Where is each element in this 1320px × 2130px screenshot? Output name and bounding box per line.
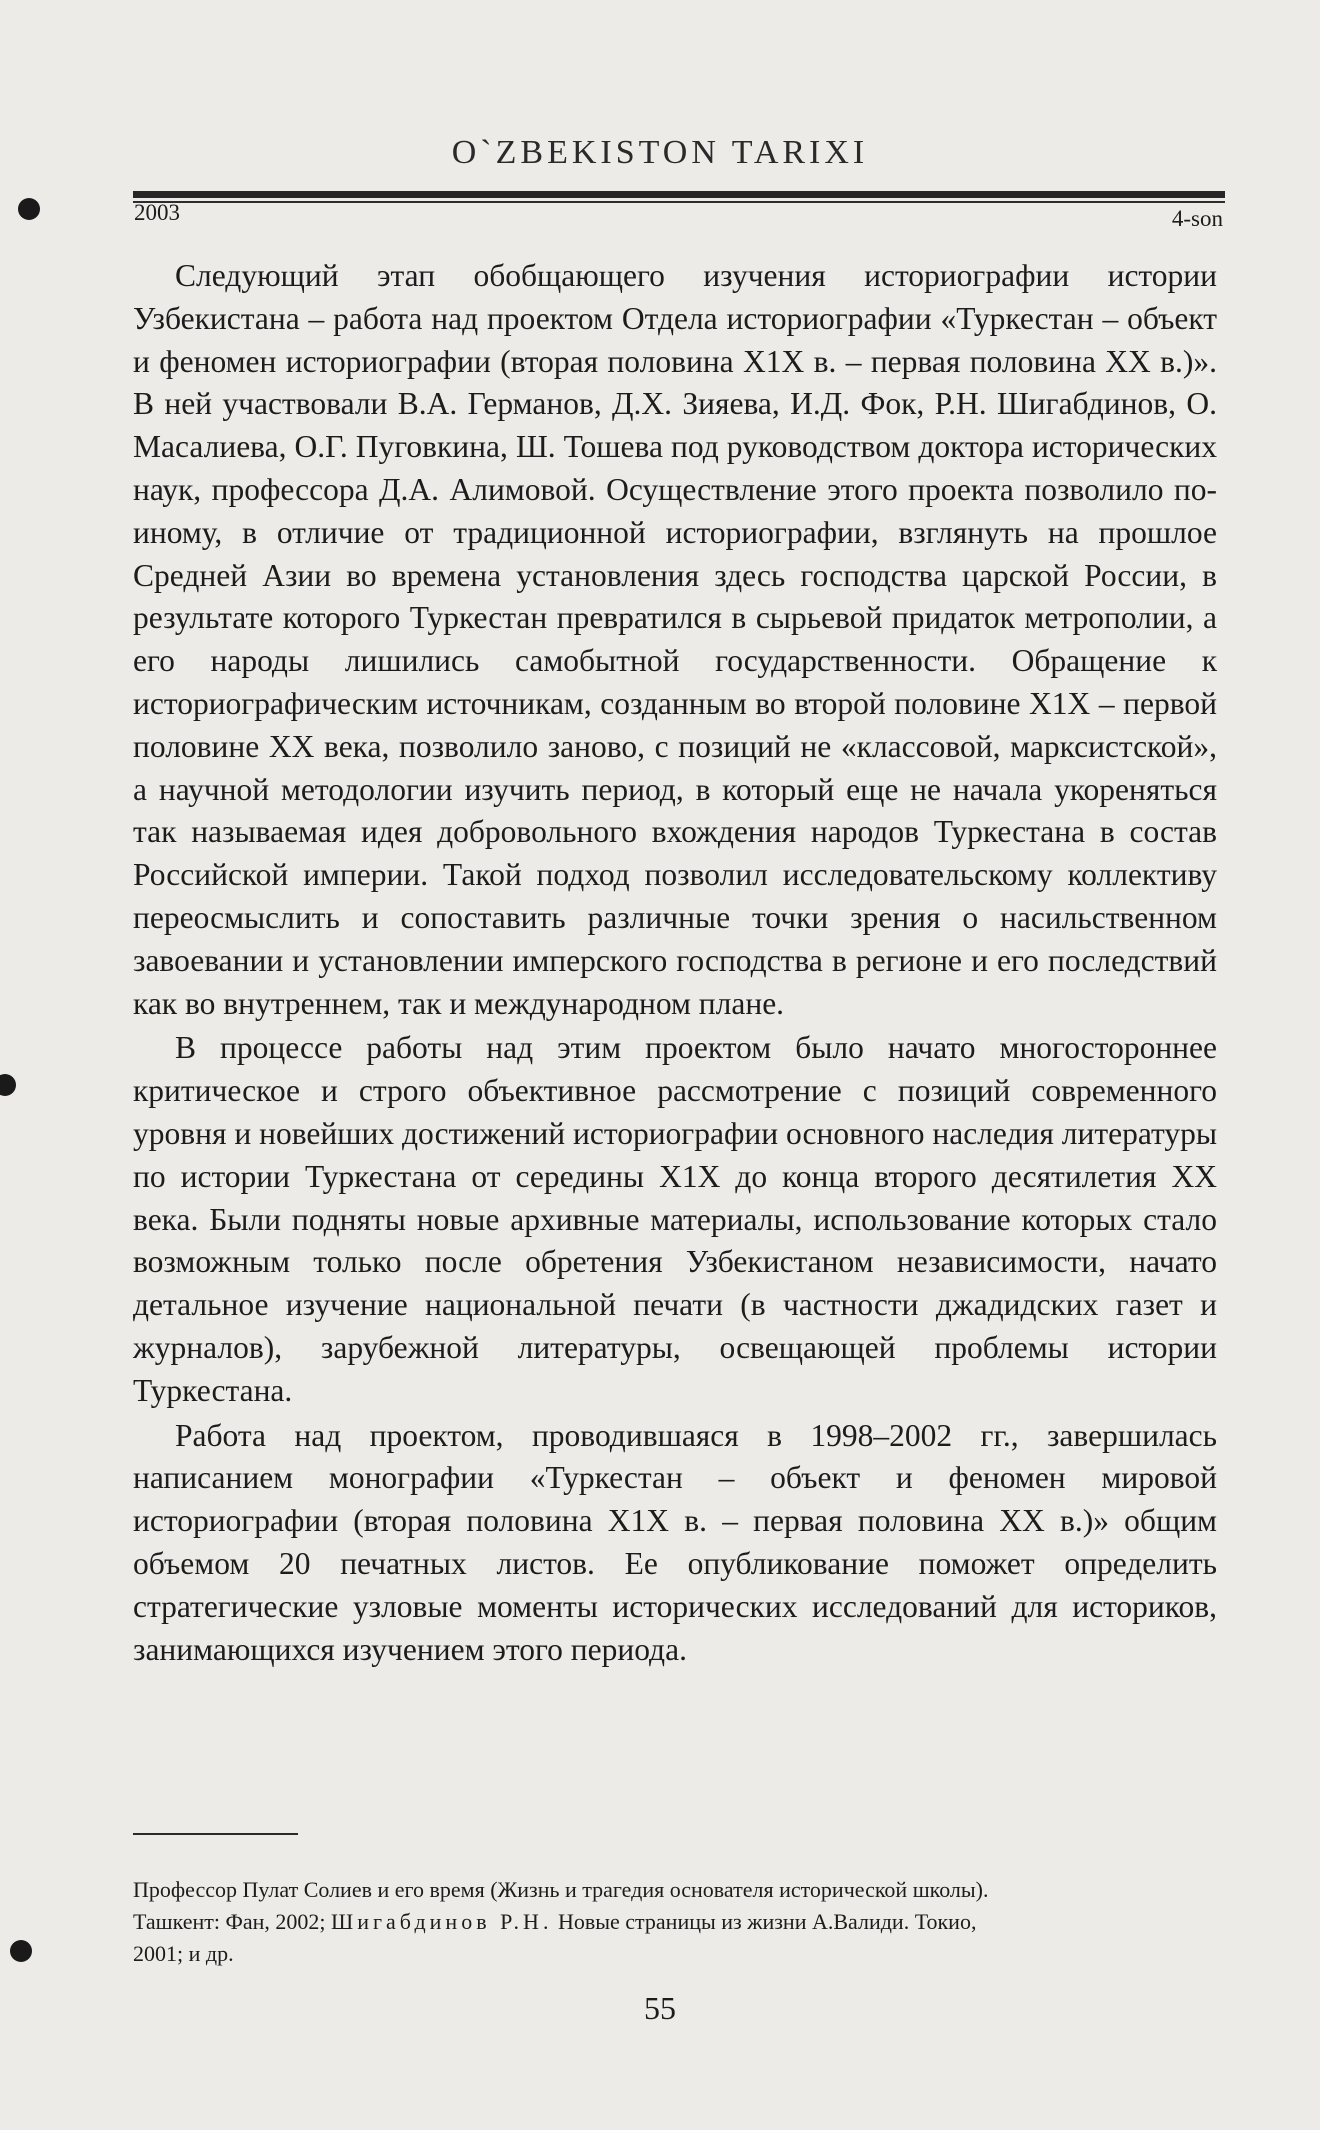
footnote-line: [133, 1906, 1223, 1938]
footnote-line: 2001; и др.: [133, 1941, 234, 1966]
footnote-text: Ташкент: Фан, 2002;: [133, 1909, 332, 1934]
binder-hole-middle: [0, 1074, 16, 1096]
footnote-separator: [133, 1833, 298, 1835]
journal-title: O`ZBEKISTON TARIXI: [451, 134, 869, 171]
paragraph: Работа над проектом, проводившаяся в 1998–2002 гг., завершилась написанием монографии «Туркестан – объект и феномен мировой историографии (вторая половина Х1Х в. – первая половина ХХ в.)» общим объемом 20 печатных листов. Ее опубликование поможет определить стратегические узловые моменты исторических исследований для историков, занимающихся изучением этого периода.: [133, 1417, 1217, 1667]
header-rule-thin: [133, 201, 1225, 203]
header-issue: 4-son: [1171, 206, 1223, 231]
header-rule-thick: [133, 191, 1225, 198]
footnote-line: Профессор Пулат Солиев и его время (Жизнь и трагедия основателя исторической школы).: [133, 1877, 989, 1902]
header-year: 2003: [134, 200, 180, 225]
footnote-text: Новые страницы из жизни А.Валиди. Токио,: [552, 1909, 977, 1934]
article-body: [133, 255, 1217, 1673]
footnote-author: Шигабдинов Р.Н.: [331, 1909, 553, 1934]
binder-hole-top: [18, 198, 40, 220]
paragraph: В процессе работы над этим проектом было начато многостороннее критическое и строго объективное рассмотрение с позиций современного уровня и новейших достижений историографии основного наследия литературы по истории Туркестана от середины Х1Х до конца второго десятилетия ХХ века. Были подняты новые архивные материалы, использование которых стало возможным только после обретения Узбекистаном независимости, начато детальное изучение национальной печати (в частности джадидских газет и журналов), зарубежной литературы, освещающей проблемы истории Туркестана.: [133, 1030, 1217, 1408]
binder-hole-bottom: [10, 1940, 32, 1962]
paragraph: Следующий этап обобщающего изучения историографии истории Узбекистана – работа над проектом Отдела историографии «Туркестан – объект и феномен историографии (вторая половина Х1Х в. – первая половина ХХ в.)». В ней участвовали В.А. Германов, Д.Х. Зияева, И.Д. Фок, Р.Н. Шигабдинов, О. Масалиева, О.Г. Пуговкина, Ш. Тошева под руководством доктора исторических наук, профессора Д.А. Алимовой. Осуществление этого проекта позволило по-иному, в отличие от традиционной историографии, взглянуть на прошлое Средней Азии во времена установления здесь господства царской России, в результате которого Туркестан превратился в сырьевой придаток метрополии, а его народы лишились самобытной государственности. Обращение к историографическим источникам, созданным во второй половине Х1Х – первой половине ХХ века, позволило заново, с позиций не «классовой, марксистской», а научной методологии изучить период, в который еще не начала укореняться так называемая идея добровольного вхождения народов Туркестана в состав Российской империи. Такой подход позволил исследовательскому коллективу переосмыслить и сопоставить различные точки зрения о насильственном завоевании и установлении имперского господства в регионе и его последствий как во внутреннем, так и международном плане.: [133, 258, 1217, 1021]
footnote: [133, 1874, 1223, 1970]
page-number: 55: [644, 1990, 676, 2026]
